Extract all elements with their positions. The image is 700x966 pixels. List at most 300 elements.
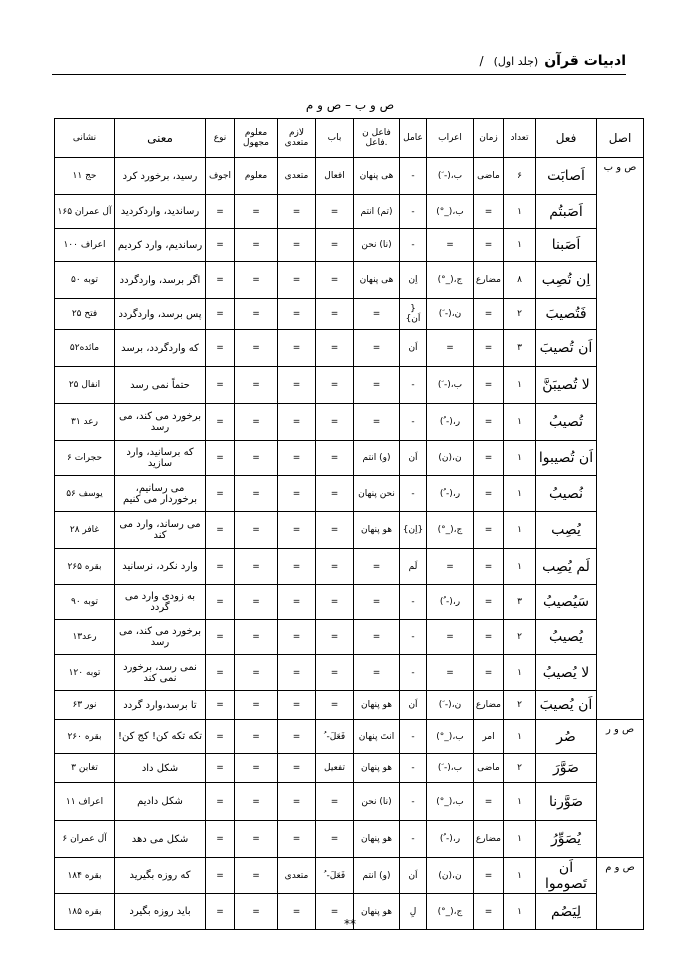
table-header-row (55, 119, 644, 158)
tense-cell: = (474, 783, 504, 821)
tense-cell: = (474, 549, 504, 585)
fael-cell: (و) انتم (354, 858, 400, 894)
type-cell: = (206, 783, 235, 821)
address-cell: اعراف ۱۰۰ (55, 229, 115, 262)
bab-cell: فَعَلَ- ُ (316, 858, 354, 894)
malum-cell: = (235, 476, 278, 512)
erab-cell: ج،(_°) (427, 894, 474, 930)
table-row (55, 262, 644, 299)
fael-cell: = (354, 299, 400, 330)
verb-cell: سَيُصيبُ (536, 585, 597, 620)
meaning-cell: به زودی وارد می گردد (115, 585, 206, 620)
meaning-cell: اگر برسد، واردگردد (115, 262, 206, 299)
amel-cell: - (400, 821, 427, 858)
amel-cell: - (400, 655, 427, 691)
amel-cell: - (400, 754, 427, 783)
tense-cell: ماضی (474, 158, 504, 195)
page-number: ** (344, 917, 356, 931)
verb-cell: يُصِب (536, 512, 597, 549)
fael-cell: (نا) نحن (354, 783, 400, 821)
table-row (55, 404, 644, 441)
root-cell (597, 299, 644, 330)
count-cell: ۶ (504, 158, 536, 195)
meaning-cell: که واردگردد، برسد (115, 330, 206, 367)
meaning-cell: شکل دادیم (115, 783, 206, 821)
book-title: ادبیات قرآن (544, 53, 626, 69)
lazem-cell: = (278, 720, 316, 754)
table-row (55, 158, 644, 195)
bab-cell: = (316, 549, 354, 585)
tense-cell: مضارع (474, 262, 504, 299)
malum-cell: = (235, 262, 278, 299)
count-cell: ۱ (504, 858, 536, 894)
erab-cell: = (427, 229, 474, 262)
fael-cell: (نا) نحن (354, 229, 400, 262)
table-row (55, 585, 644, 620)
lazem-cell: = (278, 330, 316, 367)
amel-cell: لِ (400, 894, 427, 930)
address-cell: بقره ۲۶۰ (55, 720, 115, 754)
erab-cell: ر،(- ُ) (427, 821, 474, 858)
type-cell: = (206, 655, 235, 691)
address-cell: نور ۶۳ (55, 691, 115, 720)
section-subtitle: ص و ب – ص و م (305, 98, 395, 112)
tense-cell: = (474, 330, 504, 367)
volume-label: (جلد اول) (493, 54, 539, 68)
meaning-cell: که برسانید، وارد سازید (115, 441, 206, 476)
lazem-cell: = (278, 549, 316, 585)
lazem-cell: = (278, 367, 316, 404)
lazem-cell: = (278, 821, 316, 858)
meaning-cell: نمی رسد، برخورد نمی کند (115, 655, 206, 691)
bab-cell: = (316, 585, 354, 620)
table-row (55, 858, 644, 894)
verb-cell: تُصيبُ (536, 404, 597, 441)
col-type: نوع (206, 119, 235, 158)
tense-cell: = (474, 299, 504, 330)
col-count: تعداد (504, 119, 536, 158)
malum-cell: = (235, 299, 278, 330)
fael-cell: = (354, 549, 400, 585)
col-tense: زمان (474, 119, 504, 158)
count-cell: ۱ (504, 655, 536, 691)
verb-cell: اَن تُصيبوا (536, 441, 597, 476)
amel-cell: - (400, 585, 427, 620)
tense-cell: = (474, 512, 504, 549)
root-cell (597, 783, 644, 821)
erab-cell: ن،(- َ) (427, 691, 474, 720)
amel-cell: - (400, 404, 427, 441)
col-fel: فعل (536, 119, 597, 158)
lazem-cell: = (278, 299, 316, 330)
meaning-cell: حتماً نمی رسد (115, 367, 206, 404)
fael-cell: (تم) انتم (354, 195, 400, 229)
malum-cell: = (235, 229, 278, 262)
address-cell: اعراف ۱۱ (55, 783, 115, 821)
count-cell: ۱ (504, 783, 536, 821)
verb-cell: نُصيبُ (536, 476, 597, 512)
lazem-cell: = (278, 691, 316, 720)
meaning-cell: تکه تکه کن! کج کن! (115, 720, 206, 754)
address-cell: توبه ۹۰ (55, 585, 115, 620)
erab-cell: ن،(- َ) (427, 299, 474, 330)
address-cell: رعد ۳۱ (55, 404, 115, 441)
type-cell: = (206, 720, 235, 754)
bab-cell: = (316, 894, 354, 930)
malum-cell: = (235, 754, 278, 783)
address-cell: توبه ۱۲۰ (55, 655, 115, 691)
tense-cell: = (474, 229, 504, 262)
table-row (55, 441, 644, 476)
bab-cell: = (316, 441, 354, 476)
verb-cell: لَم يُصِب (536, 549, 597, 585)
type-cell: = (206, 549, 235, 585)
bab-cell: = (316, 404, 354, 441)
amel-cell: لَم (400, 549, 427, 585)
count-cell: ۱ (504, 195, 536, 229)
erab-cell: ر،(- ُ) (427, 585, 474, 620)
count-cell: ۱ (504, 404, 536, 441)
bab-cell: = (316, 330, 354, 367)
header-separator: / (479, 54, 484, 68)
malum-cell: = (235, 441, 278, 476)
count-cell: ۱ (504, 367, 536, 404)
verb-cell: اَن تُصيبَ (536, 330, 597, 367)
count-cell: ۳ (504, 330, 536, 367)
table-row (55, 754, 644, 783)
table-row (55, 549, 644, 585)
tense-cell: = (474, 476, 504, 512)
fael-cell: = (354, 404, 400, 441)
type-cell: = (206, 299, 235, 330)
erab-cell: = (427, 330, 474, 367)
table-row (55, 691, 644, 720)
col-lazem: لازم متعدی (278, 119, 316, 158)
count-cell: ۳ (504, 585, 536, 620)
amel-cell: اَن (400, 441, 427, 476)
malum-cell: = (235, 585, 278, 620)
root-cell: ص و م (597, 858, 644, 894)
count-cell: ۱ (504, 476, 536, 512)
root-cell (597, 229, 644, 262)
root-cell (597, 330, 644, 367)
address-cell: انفال ۲۵ (55, 367, 115, 404)
meaning-cell: می رسانیم، برخوردار می کنیم (115, 476, 206, 512)
amel-cell: - (400, 195, 427, 229)
address-cell: آل عمران ۱۶۵ (55, 195, 115, 229)
page-header (52, 48, 626, 75)
table-row (55, 299, 644, 330)
amel-cell: اَن (400, 330, 427, 367)
address-cell: رعد۱۳ (55, 620, 115, 655)
meaning-cell: باید روزه بگیرد (115, 894, 206, 930)
verb-cell: لا تُصيبَنَّ (536, 367, 597, 404)
lazem-cell: = (278, 441, 316, 476)
malum-cell: معلوم (235, 158, 278, 195)
amel-cell: {اِن} (400, 512, 427, 549)
lazem-cell: = (278, 476, 316, 512)
lazem-cell: = (278, 512, 316, 549)
erab-cell: ن،(ن) (427, 858, 474, 894)
type-cell: اجوف (206, 158, 235, 195)
amel-cell: اَن (400, 691, 427, 720)
table-row (55, 330, 644, 367)
col-malum: معلوم مجهول (235, 119, 278, 158)
tense-cell: مضارع (474, 691, 504, 720)
root-cell (597, 655, 644, 691)
root-cell (597, 195, 644, 229)
table-body (55, 158, 644, 930)
table-row (55, 655, 644, 691)
meaning-cell: که روزه بگیرید (115, 858, 206, 894)
count-cell: ۱ (504, 720, 536, 754)
address-cell: غافر ۲۸ (55, 512, 115, 549)
count-cell: ۱ (504, 512, 536, 549)
bab-cell: = (316, 476, 354, 512)
meaning-cell: برخورد می کند، می رسد (115, 620, 206, 655)
verb-cell: اَصَبتُم (536, 195, 597, 229)
table-row (55, 720, 644, 754)
malum-cell: = (235, 404, 278, 441)
malum-cell: = (235, 330, 278, 367)
address-cell: آل عمران ۶ (55, 821, 115, 858)
erab-cell: ب،(_°) (427, 720, 474, 754)
count-cell: ۲ (504, 691, 536, 720)
amel-cell: - (400, 783, 427, 821)
meaning-cell: وارد نکرد، نرسانید (115, 549, 206, 585)
amel-cell: { اَن} (400, 299, 427, 330)
malum-cell: = (235, 720, 278, 754)
fael-cell: = (354, 655, 400, 691)
root-cell (597, 620, 644, 655)
address-cell: بقره ۱۸۵ (55, 894, 115, 930)
bab-cell: = (316, 262, 354, 299)
lazem-cell: متعدی (278, 858, 316, 894)
col-fael: فاعل ن .فاعل (354, 119, 400, 158)
root-cell (597, 585, 644, 620)
count-cell: ۱ (504, 821, 536, 858)
type-cell: = (206, 691, 235, 720)
tense-cell: = (474, 367, 504, 404)
col-amel: عامل (400, 119, 427, 158)
table-row (55, 783, 644, 821)
erab-cell: ج،(_°) (427, 262, 474, 299)
root-cell (597, 367, 644, 404)
bab-cell: افعال (316, 158, 354, 195)
root-cell (597, 821, 644, 858)
root-cell: ص و ر (597, 720, 644, 754)
address-cell: فتح ۲۵ (55, 299, 115, 330)
type-cell: = (206, 620, 235, 655)
table-row (55, 476, 644, 512)
erab-cell: ب،(- َ) (427, 158, 474, 195)
bab-cell: فَعَلَ- ُ (316, 720, 354, 754)
amel-cell: اَن (400, 858, 427, 894)
verb-cell: صُر (536, 720, 597, 754)
erab-cell: = (427, 655, 474, 691)
type-cell: = (206, 754, 235, 783)
fael-cell: هو پنهان (354, 754, 400, 783)
amel-cell: - (400, 229, 427, 262)
tense-cell: مضارع (474, 821, 504, 858)
verb-cell: يُصيبُ (536, 620, 597, 655)
meaning-cell: تا برسد،وارد گردد (115, 691, 206, 720)
address-cell: توبه ۵۰ (55, 262, 115, 299)
table-row (55, 620, 644, 655)
fael-cell: = (354, 620, 400, 655)
meaning-cell: شکل می دهد (115, 821, 206, 858)
type-cell: = (206, 512, 235, 549)
fael-cell: انتَ پنهان (354, 720, 400, 754)
bab-cell: = (316, 367, 354, 404)
verb-cell: لا يُصيبُ (536, 655, 597, 691)
malum-cell: = (235, 691, 278, 720)
malum-cell: = (235, 367, 278, 404)
col-asl: اصل (597, 119, 644, 158)
malum-cell: = (235, 549, 278, 585)
type-cell: = (206, 367, 235, 404)
tense-cell: = (474, 404, 504, 441)
count-cell: ۲ (504, 620, 536, 655)
table-row (55, 229, 644, 262)
lazem-cell: = (278, 229, 316, 262)
col-mana: معنی (115, 119, 206, 158)
fael-cell: هو پنهان (354, 512, 400, 549)
bab-cell: = (316, 299, 354, 330)
malum-cell: = (235, 783, 278, 821)
fael-cell: (و) انتم (354, 441, 400, 476)
erab-cell: = (427, 620, 474, 655)
fael-cell: = (354, 585, 400, 620)
erab-cell: ب،(_°) (427, 195, 474, 229)
tense-cell: = (474, 585, 504, 620)
erab-cell: ر،(- ُ) (427, 404, 474, 441)
amel-cell: - (400, 620, 427, 655)
verb-cell: صَوَّرنا (536, 783, 597, 821)
tense-cell: = (474, 858, 504, 894)
fael-cell: = (354, 330, 400, 367)
type-cell: = (206, 262, 235, 299)
root-cell (597, 512, 644, 549)
fael-cell: هی پنهان (354, 158, 400, 195)
root-cell: ص و ب (597, 158, 644, 195)
amel-cell: - (400, 720, 427, 754)
address-cell: حجرات ۶ (55, 441, 115, 476)
bab-cell: تفعیل (316, 754, 354, 783)
address-cell: تغابن ۳ (55, 754, 115, 783)
verb-table (54, 118, 644, 930)
type-cell: = (206, 441, 235, 476)
fael-cell: = (354, 367, 400, 404)
tense-cell: = (474, 620, 504, 655)
table-row (55, 512, 644, 549)
verb-cell: اَن يُصيبَ (536, 691, 597, 720)
count-cell: ۱ (504, 229, 536, 262)
erab-cell: ر،(- ُ) (427, 476, 474, 512)
address-cell: بقره ۱۸۴ (55, 858, 115, 894)
col-address: نشانی (55, 119, 115, 158)
malum-cell: = (235, 821, 278, 858)
tense-cell: = (474, 441, 504, 476)
amel-cell: - (400, 476, 427, 512)
fael-cell: نحن پنهان (354, 476, 400, 512)
address-cell: مائده۵۲ (55, 330, 115, 367)
meaning-cell: رساندید، واردکردید (115, 195, 206, 229)
meaning-cell: پس برسد، واردگردد (115, 299, 206, 330)
amel-cell: اِن (400, 262, 427, 299)
malum-cell: = (235, 655, 278, 691)
type-cell: = (206, 404, 235, 441)
verb-cell: فَتُصيبَ (536, 299, 597, 330)
erab-cell: ب،(- َ) (427, 754, 474, 783)
lazem-cell: = (278, 894, 316, 930)
tense-cell: = (474, 655, 504, 691)
root-cell (597, 691, 644, 720)
address-cell: بقره ۲۶۵ (55, 549, 115, 585)
fael-cell: هی پنهان (354, 262, 400, 299)
malum-cell: = (235, 620, 278, 655)
verb-cell: اِن تُصِب (536, 262, 597, 299)
count-cell: ۱ (504, 894, 536, 930)
lazem-cell: = (278, 262, 316, 299)
bab-cell: = (316, 655, 354, 691)
type-cell: = (206, 229, 235, 262)
lazem-cell: = (278, 754, 316, 783)
count-cell: ۲ (504, 299, 536, 330)
erab-cell: ن،(ن) (427, 441, 474, 476)
count-cell: ۸ (504, 262, 536, 299)
erab-cell: ب،(- َ) (427, 367, 474, 404)
amel-cell: - (400, 158, 427, 195)
bab-cell: = (316, 195, 354, 229)
verb-cell: اَصَبنا (536, 229, 597, 262)
count-cell: ۱ (504, 441, 536, 476)
bab-cell: = (316, 783, 354, 821)
root-cell (597, 441, 644, 476)
erab-cell: ب،(_°) (427, 783, 474, 821)
count-cell: ۲ (504, 754, 536, 783)
meaning-cell: رساندیم، وارد کردیم (115, 229, 206, 262)
root-cell (597, 754, 644, 783)
root-cell (597, 549, 644, 585)
tense-cell: = (474, 195, 504, 229)
lazem-cell: = (278, 620, 316, 655)
root-cell (597, 404, 644, 441)
type-cell: = (206, 858, 235, 894)
col-erab: اعراب (427, 119, 474, 158)
verb-cell: صَوَّرَ (536, 754, 597, 783)
lazem-cell: = (278, 195, 316, 229)
type-cell: = (206, 476, 235, 512)
fael-cell: هو پنهان (354, 894, 400, 930)
root-cell (597, 262, 644, 299)
verb-cell: اَصابَت (536, 158, 597, 195)
col-bab: باب (316, 119, 354, 158)
table-row (55, 195, 644, 229)
table-row (55, 821, 644, 858)
bab-cell: = (316, 512, 354, 549)
root-cell (597, 476, 644, 512)
lazem-cell: = (278, 783, 316, 821)
erab-cell: ج،(_°) (427, 512, 474, 549)
malum-cell: = (235, 195, 278, 229)
bab-cell: = (316, 821, 354, 858)
erab-cell: = (427, 549, 474, 585)
lazem-cell: = (278, 585, 316, 620)
tense-cell: ماضی (474, 754, 504, 783)
tense-cell: = (474, 894, 504, 930)
verb-cell: لِيَصُم (536, 894, 597, 930)
